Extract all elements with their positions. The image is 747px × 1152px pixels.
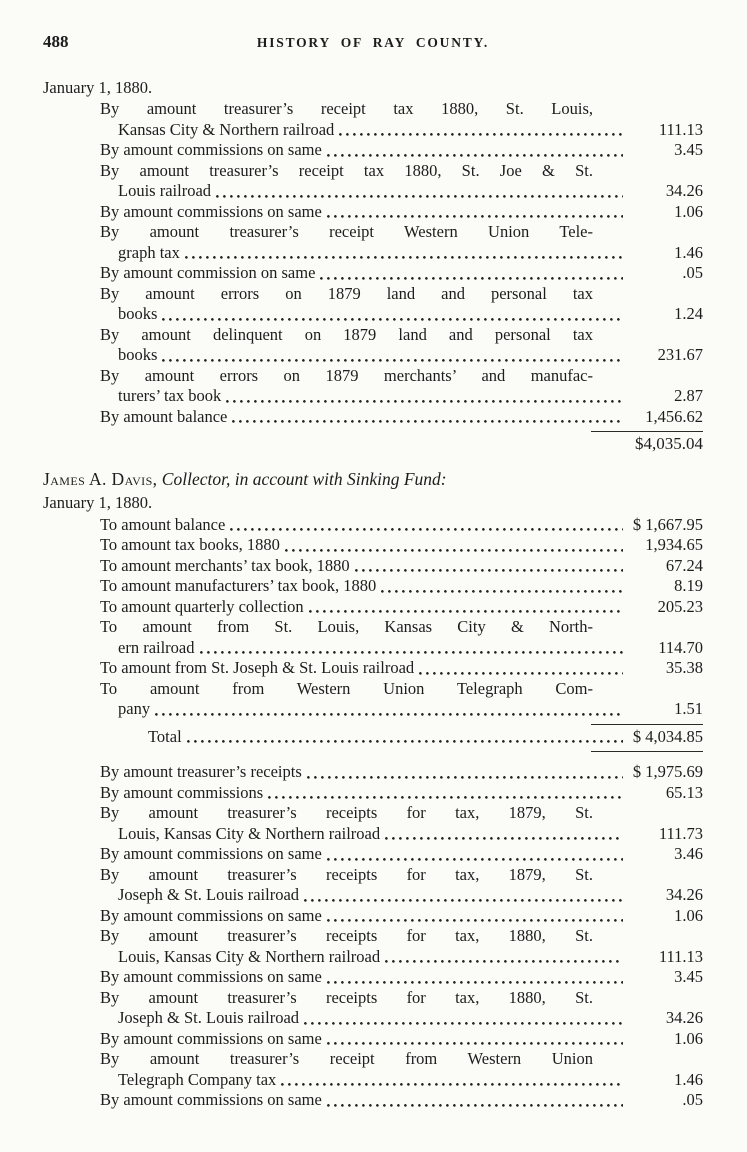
entry-line-last	[100, 824, 703, 845]
ledger-entry	[43, 844, 703, 865]
dot-leader	[187, 740, 623, 743]
entry-line-last	[100, 844, 703, 865]
entry-label: By amount commissions on same	[100, 905, 322, 925]
entry-label: By amount commissions on same	[100, 140, 322, 159]
entry-line-last	[100, 967, 703, 988]
dot-leader	[381, 590, 623, 593]
entry-line-last	[100, 1029, 703, 1050]
entry-amount: 1.24	[674, 304, 703, 323]
entry-line-last	[100, 762, 703, 783]
dot-leader	[320, 277, 623, 280]
entry-amount: 3.46	[674, 844, 703, 863]
entry-line-first: By amount delinquent on 1879 land and personal tax	[100, 324, 593, 344]
entry-line-last	[100, 202, 703, 223]
entry-amount: 111.13	[658, 946, 703, 966]
entry-label: By amount commissions on same	[100, 844, 322, 863]
entry-line-first: By amount treasurer’s receipt tax 1880, St. Joe & St.	[100, 160, 593, 180]
dot-leader	[162, 359, 623, 362]
entry-amount: 1.06	[674, 201, 703, 221]
entry-line-first: By amount treasurer’s receipts for tax, 1880, St.	[100, 987, 593, 1007]
ledger-entry	[43, 1090, 703, 1111]
entry-amount: 1.46	[674, 1069, 703, 1089]
ledger-entry	[43, 202, 703, 223]
ledger-entry	[43, 515, 703, 536]
running-title: HISTORY OF RAY COUNTY.	[256, 35, 490, 50]
total-rule	[591, 431, 703, 432]
entry-line-first: By amount treasurer’s receipt tax 1880, St. Louis,	[100, 99, 593, 118]
entry-line-last	[100, 658, 703, 679]
total-line-last	[148, 727, 703, 748]
ledger-entry	[43, 926, 703, 967]
dot-leader	[327, 858, 623, 861]
ledger-entry	[43, 222, 703, 263]
entry-label: By amount commissions	[100, 782, 264, 802]
entry-line-first: By amount treasurer’s receipt from Western Union	[100, 1049, 593, 1068]
ledger-entry	[43, 366, 703, 407]
ledger-entry	[43, 1049, 703, 1090]
entry-label: books	[118, 304, 158, 323]
entry-line-first: By amount errors on 1879 merchants’ and manufac-	[100, 365, 593, 385]
entry-line-last	[100, 1090, 703, 1111]
ledger-section-1	[43, 78, 703, 455]
dot-leader	[327, 981, 623, 984]
dot-leader	[355, 569, 623, 572]
entry-amount: $ 1,975.69	[632, 762, 703, 781]
dot-leader	[155, 713, 623, 716]
dot-leader	[385, 960, 623, 963]
ledger-section-2	[43, 469, 703, 1111]
dot-leader	[285, 549, 623, 552]
ledger-entry	[43, 967, 703, 988]
ledger-entry	[43, 988, 703, 1029]
dot-leader	[162, 318, 623, 321]
dot-leader	[281, 1083, 623, 1086]
entry-line-first: By amount treasurer’s receipts for tax, 1879, St.	[100, 864, 593, 884]
dot-leader	[309, 610, 623, 613]
entry-line-last	[100, 181, 703, 202]
entry-amount: 67.24	[665, 555, 703, 575]
entry-label: To amount from St. Joseph & St. Louis railroad	[100, 658, 415, 677]
dot-leader	[327, 154, 623, 157]
entry-amount: 2.87	[674, 386, 703, 405]
ledger-entry	[43, 161, 703, 202]
entry-amount: 34.26	[665, 181, 703, 200]
entry-line-last	[100, 638, 703, 659]
entry-line-last	[100, 263, 703, 284]
ledger-entry	[43, 679, 703, 720]
entry-label: graph tax	[118, 242, 180, 262]
entry-line-first: By amount errors on 1879 land and personal tax	[100, 283, 593, 303]
entry-line-last	[100, 304, 703, 325]
dot-leader	[200, 651, 624, 654]
entry-label: Joseph & St. Louis railroad	[118, 885, 300, 904]
ledger-entry	[43, 803, 703, 844]
entry-label: To amount merchants’ tax book, 1880	[100, 555, 350, 575]
dot-leader	[327, 1042, 623, 1045]
entry-label: Louis railroad	[118, 181, 212, 200]
page-header	[43, 32, 703, 54]
dot-leader	[230, 528, 623, 531]
entry-amount: 65.13	[665, 782, 703, 802]
entry-label: By amount commissions on same	[100, 201, 322, 221]
entry-line-last	[100, 576, 703, 597]
entry-amount: 1.06	[674, 1028, 703, 1048]
by-entries-section-2	[43, 762, 703, 1111]
entry-label: books	[118, 345, 158, 364]
dot-leader	[327, 919, 623, 922]
entry-label: Telegraph Company tax	[118, 1069, 277, 1089]
date-line: January 1, 1880.	[43, 77, 153, 97]
dot-leader	[232, 420, 623, 423]
account-holder-name: James A. Davis,	[43, 468, 158, 489]
account-heading	[43, 469, 703, 490]
ledger-entry	[43, 263, 703, 284]
account-heading-italic: Collector, in account with Sinking Fund:	[157, 468, 447, 489]
entry-line-last	[100, 386, 703, 407]
ledger-entry	[43, 325, 703, 366]
entry-label: Kansas City & Northern railroad	[118, 119, 335, 139]
entry-amount: 1,456.62	[645, 406, 703, 426]
entry-line-last	[100, 243, 703, 264]
date-line: January 1, 1880.	[43, 493, 153, 512]
section-total-amount: $4,035.04	[635, 434, 703, 453]
entry-amount: 114.70	[658, 637, 703, 657]
by-entries-section-1	[43, 99, 703, 427]
ledger-entry	[43, 906, 703, 927]
entry-line-last	[100, 783, 703, 804]
entry-label: Joseph & St. Louis railroad	[118, 1008, 300, 1027]
dot-leader	[304, 899, 623, 902]
dot-leader	[307, 776, 623, 779]
ledger-entry	[43, 865, 703, 906]
entry-label: To amount balance	[100, 514, 226, 534]
entry-line-last	[100, 1070, 703, 1091]
entry-amount: 35.38	[665, 658, 703, 677]
entry-amount: 8.19	[674, 576, 703, 595]
total-amount: $ 4,034.85	[632, 726, 703, 746]
entry-label: turers’ tax book	[118, 386, 222, 405]
page-number: 488	[43, 32, 69, 51]
dot-leader	[185, 256, 623, 259]
entry-amount: 3.45	[674, 967, 703, 986]
entry-amount: 205.23	[657, 596, 703, 616]
ledger-entry	[43, 783, 703, 804]
entry-line-first: By amount treasurer’s receipt Western Union Tele-	[100, 222, 593, 241]
dot-leader	[226, 400, 623, 403]
total-label: Total	[148, 726, 182, 746]
dot-leader	[385, 837, 623, 840]
entry-label: By amount commissions on same	[100, 1090, 322, 1109]
total-rule	[591, 751, 703, 752]
entry-label: To amount quarterly collection	[100, 596, 304, 616]
entry-line-last	[100, 515, 703, 536]
entry-line-first: To amount from St. Louis, Kansas City & North-	[100, 617, 593, 636]
entry-label: pany	[118, 699, 151, 718]
entry-line-last	[100, 1008, 703, 1029]
entry-label: To amount manufacturers’ tax book, 1880	[100, 576, 377, 595]
entry-amount: 34.26	[665, 885, 703, 904]
entry-amount: 231.67	[657, 345, 703, 364]
dot-leader	[327, 1104, 623, 1107]
dot-leader	[268, 796, 623, 799]
dot-leader	[419, 672, 623, 675]
entry-label: By amount commission on same	[100, 263, 316, 282]
entry-line-first: By amount treasurer’s receipts for tax, 1879, St.	[100, 803, 593, 822]
entry-amount: 1,934.65	[645, 535, 703, 554]
entry-line-last	[100, 120, 703, 141]
entry-line-last	[100, 535, 703, 556]
ledger-entry	[43, 762, 703, 783]
entry-amount: 111.13	[658, 119, 703, 139]
entry-line-last	[100, 885, 703, 906]
entry-amount: $ 1,667.95	[632, 514, 703, 534]
ledger-entry	[43, 556, 703, 577]
entry-amount: 1.06	[674, 905, 703, 925]
entry-label: Louis, Kansas City & Northern railroad	[118, 823, 381, 843]
ledger-entry	[43, 99, 703, 140]
entry-line-last	[100, 699, 703, 720]
entry-amount: 34.26	[665, 1008, 703, 1027]
ledger-entry	[43, 597, 703, 618]
ledger-entry	[43, 1029, 703, 1050]
dot-leader	[327, 215, 623, 218]
ledger-entry	[43, 617, 703, 658]
total-row	[43, 727, 703, 748]
dot-leader	[304, 1022, 623, 1025]
entry-line-last	[100, 345, 703, 366]
ledger-entry	[43, 140, 703, 161]
entry-amount: 3.45	[674, 140, 703, 159]
entry-amount: 1.46	[674, 242, 703, 262]
entry-label: By amount commissions on same	[100, 967, 322, 986]
entry-amount: 1.51	[674, 699, 703, 718]
ledger-entry	[43, 284, 703, 325]
entry-line-last	[100, 407, 703, 428]
entry-amount: 111.73	[658, 823, 703, 843]
entry-line-last	[100, 906, 703, 927]
entry-label: By amount balance	[100, 406, 228, 426]
entry-line-first: By amount treasurer’s receipts for tax, 1880, St.	[100, 926, 593, 945]
entry-label: By amount commissions on same	[100, 1028, 322, 1048]
entry-line-last	[100, 556, 703, 577]
entry-label: Louis, Kansas City & Northern railroad	[118, 946, 381, 966]
ledger-entry	[43, 407, 703, 428]
dot-leader	[216, 195, 623, 198]
entry-label: To amount tax books, 1880	[100, 535, 280, 554]
ledger-entry	[43, 535, 703, 556]
entry-amount: .05	[682, 1090, 703, 1109]
total-rule	[591, 724, 703, 725]
to-entries	[43, 515, 703, 720]
ledger-entry	[43, 576, 703, 597]
ledger-entry	[43, 658, 703, 679]
entry-amount: .05	[682, 263, 703, 282]
entry-label: ern railroad	[118, 637, 195, 657]
entry-line-last	[100, 947, 703, 968]
entry-label: By amount treasurer’s receipts	[100, 762, 302, 781]
entry-line-last	[100, 597, 703, 618]
entry-line-last	[100, 140, 703, 161]
entry-line-first: To amount from Western Union Telegraph Com-	[100, 678, 593, 698]
dot-leader	[339, 133, 623, 136]
